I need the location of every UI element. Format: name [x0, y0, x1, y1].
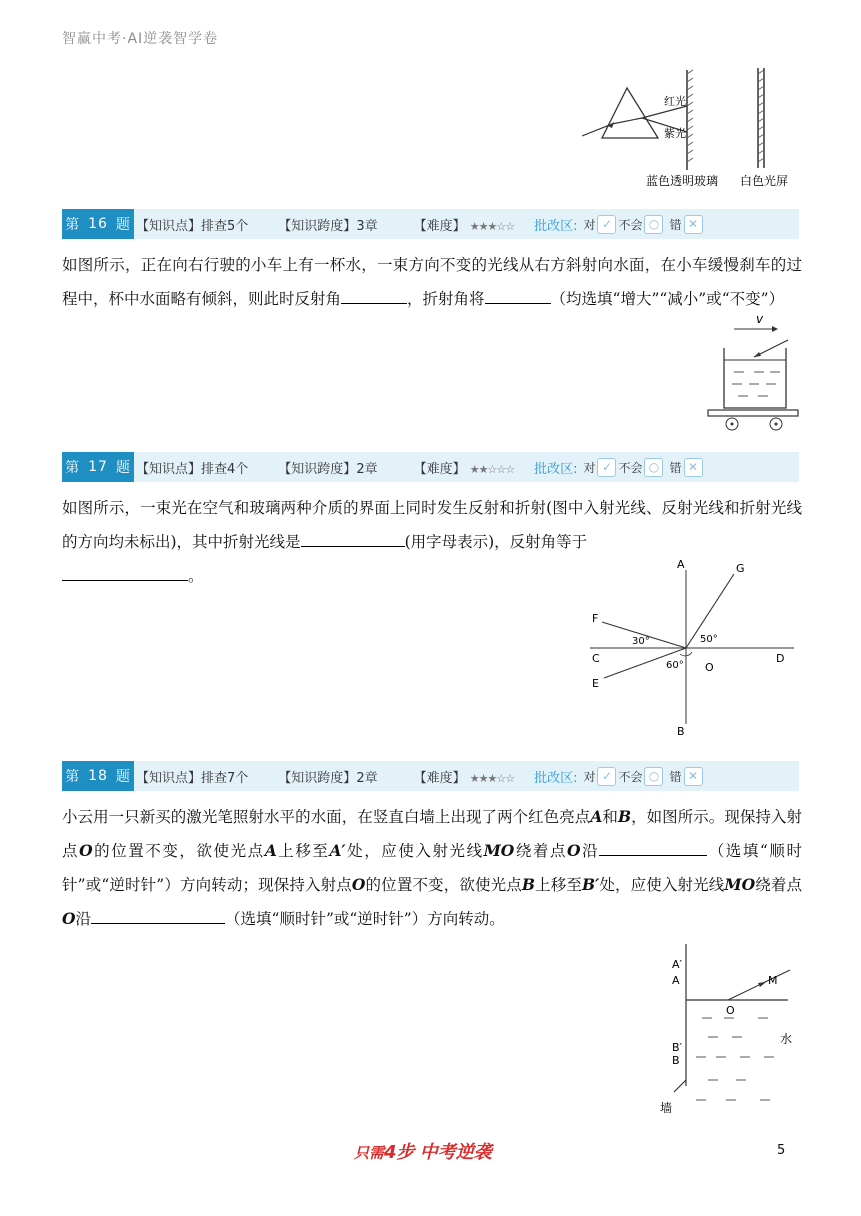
check-mark-icon[interactable]: ✓	[597, 458, 616, 477]
label-O: O	[705, 661, 714, 674]
cross-icon[interactable]: ✕	[684, 215, 703, 234]
label-B: B	[677, 725, 685, 738]
label-B: B	[672, 1054, 680, 1067]
circle-icon[interactable]: ○	[644, 215, 663, 234]
knowledge-span: 【知识跨度】2章	[278, 461, 378, 477]
grading-area: 批改区: 对 ✓ 不会 ○ 错 ✕	[534, 215, 704, 234]
angle-30: 30°	[632, 636, 650, 647]
difficulty-stars: ★★★☆☆	[469, 771, 515, 785]
angle-60: 60°	[666, 660, 684, 671]
difficulty-stars: ★★☆☆☆	[469, 462, 515, 476]
wall-label: 墙	[660, 1101, 673, 1115]
red-light-label: 红光	[664, 95, 686, 108]
knowledge-span: 【知识跨度】3章	[278, 218, 378, 234]
question-number-badge: 第 18 题	[62, 761, 134, 791]
label-D: D	[776, 652, 785, 665]
difficulty-stars: ★★★☆☆	[469, 219, 515, 233]
water-label: 水	[780, 1032, 793, 1046]
label-E: E	[592, 677, 599, 690]
check-mark-icon[interactable]: ✓	[597, 767, 616, 786]
grading-area: 批改区: 对 ✓ 不会 ○ 错 ✕	[534, 458, 704, 477]
grading-area: 批改区: 对 ✓ 不会 ○ 错 ✕	[534, 767, 704, 786]
answer-blank[interactable]	[301, 529, 405, 547]
difficulty: 【难度】 ★★☆☆☆	[413, 461, 515, 477]
answer-blank[interactable]	[341, 286, 407, 304]
wall-water-figure	[656, 940, 800, 1116]
answer-blank[interactable]	[485, 286, 551, 304]
difficulty: 【难度】 ★★★☆☆	[413, 218, 515, 234]
question-17-text: 如图所示，一束光在空气和玻璃两种介质的界面上同时发生反射和折射(图中入射光线、反射光线和折射光线的方向均未标出)，其中折射光线是 (用字母表示)，反射角等于 。	[62, 499, 802, 585]
label-M: M	[768, 974, 778, 987]
knowledge-points: 【知识点】排查7个	[136, 770, 249, 786]
prism-figure	[582, 66, 802, 194]
label-G: G	[736, 562, 745, 575]
knowledge-span: 【知识跨度】2章	[278, 770, 378, 786]
question-17-header	[62, 452, 799, 482]
cup-cart-figure	[704, 310, 804, 434]
answer-blank[interactable]	[91, 906, 225, 924]
circle-icon[interactable]: ○	[644, 767, 663, 786]
knowledge-points: 【知识点】排查5个	[136, 218, 249, 234]
reflection-refraction-figure	[586, 556, 798, 740]
label-A-prime: A′	[672, 958, 683, 971]
glass-label: 蓝色透明玻璃	[646, 174, 719, 188]
label-B-prime: B′	[672, 1041, 683, 1054]
question-number-badge: 第 17 题	[62, 452, 134, 482]
circle-icon[interactable]: ○	[644, 458, 663, 477]
label-C: C	[592, 652, 600, 665]
page-number: 5	[777, 1143, 786, 1158]
difficulty: 【难度】 ★★★☆☆	[413, 770, 515, 786]
angle-50: 50°	[700, 634, 718, 645]
answer-blank[interactable]	[62, 563, 188, 581]
question-18-header	[62, 761, 799, 791]
footer-logo: 只需4步 中考逆袭	[354, 1142, 492, 1163]
question-number-badge: 第 16 题	[62, 209, 134, 239]
check-mark-icon[interactable]: ✓	[597, 215, 616, 234]
prism-shape	[602, 88, 658, 138]
question-18-text: 小云用一只新买的激光笔照射水平的水面，在竖直白墙上出现了两个红色亮点A和B，如图所示。现保持入射点O的位置不变，欲使光点A上移至A′处，应使入射光线MO绕着点O沿 （选填“顺时针”或“逆时针”）方向转动；现保持入射点O的位置不变，欲使光点B上移至B′处，应使入射光线MO绕着点O沿 （选填“顺时针”或“逆时针”）方向转动。	[62, 807, 802, 928]
screen-label: 白色光屏	[740, 174, 789, 188]
purple-light-label: 紫光	[664, 127, 686, 140]
label-F: F	[592, 612, 599, 625]
answer-blank[interactable]	[599, 838, 707, 856]
cross-icon[interactable]: ✕	[684, 458, 703, 477]
page-header: 智赢中考·AI逆袭智学卷	[62, 31, 219, 47]
velocity-label: v	[756, 312, 764, 326]
label-O: O	[726, 1004, 735, 1017]
label-A: A	[677, 558, 685, 571]
question-16-text: 如图所示，正在向右行驶的小车上有一杯水，一束方向不变的光线从右方斜射向水面，在小车缓慢刹车的过程中，杯中水面略有倾斜，则此时反射角 ，折射角将 （均选填“增大”“减小”或“不变”）	[62, 256, 802, 308]
knowledge-points: 【知识点】排查4个	[136, 461, 249, 477]
question-16-header	[62, 209, 799, 239]
label-A: A	[672, 974, 680, 987]
cross-icon[interactable]: ✕	[684, 767, 703, 786]
